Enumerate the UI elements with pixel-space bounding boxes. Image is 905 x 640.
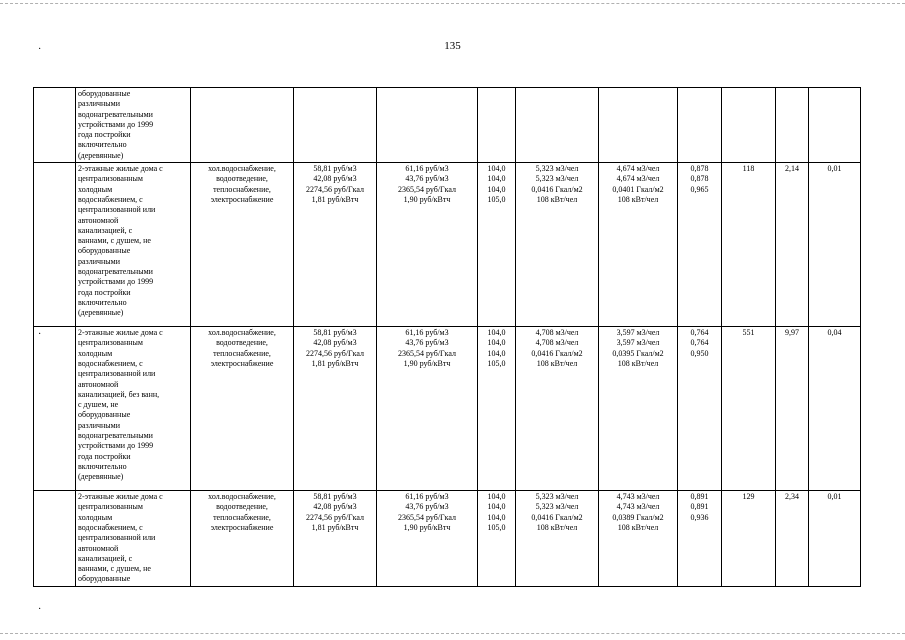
value-cell: 2,34	[776, 491, 809, 587]
tariff-cell: 58,81 руб/м3 42,08 руб/м3 2274,56 руб/Гкал 1,81 руб/кВтч	[294, 327, 377, 491]
value-cell	[776, 88, 809, 163]
scan-edge-bottom	[0, 633, 905, 634]
table-row	[34, 491, 861, 587]
scan-speck: ·	[38, 604, 42, 615]
norm-cell: 4,674 м3/чел 4,674 м3/чел 0,0401 Гкал/м2 108 кВт/чел	[599, 163, 678, 327]
value-cell: 9,97	[776, 327, 809, 491]
value-cell: 551	[722, 327, 776, 491]
coefficient-cell	[678, 88, 722, 163]
tariff-cell	[377, 88, 478, 163]
value-cell: 2,14	[776, 163, 809, 327]
tariff-cell: 61,16 руб/м3 43,76 руб/м3 2365,54 руб/Гкал 1,90 руб/кВтч	[377, 327, 478, 491]
description-cell: 2-этажные жилые дома с централизованным холодным водоснабжением, с централизованной или автономной канализацией, с ваннами, с душем, не оборудованные	[76, 491, 191, 587]
growth-index-cell: 104,0 104,0 104,0 105,0	[478, 491, 516, 587]
value-cell	[722, 88, 776, 163]
norm-cell: 5,323 м3/чел 5,323 м3/чел 0,0416 Гкал/м2 108 кВт/чел	[516, 491, 599, 587]
services-cell: хол.водоснабжение, водоотведение, теплоснабжение, электроснабжение	[191, 327, 294, 491]
norm-cell	[516, 88, 599, 163]
tariff-cell	[294, 88, 377, 163]
coefficient-cell: 0,878 0,878 0,965	[678, 163, 722, 327]
tariff-cell: 61,16 руб/м3 43,76 руб/м3 2365,54 руб/Гкал 1,90 руб/кВтч	[377, 491, 478, 587]
tariff-cell: 58,81 руб/м3 42,08 руб/м3 2274,56 руб/Гкал 1,81 руб/кВтч	[294, 163, 377, 327]
description-cell: 2-этажные жилые дома с централизованным холодным водоснабжением, с централизованной или автономной канализацией, без ванн, с душем, не оборудованные различными водонагревательными устройствами до 1999 года постройки включительно (деревянные)	[76, 327, 191, 491]
services-cell: хол.водоснабжение, водоотведение, теплоснабжение, электроснабжение	[191, 491, 294, 587]
value-cell: 0,01	[809, 491, 861, 587]
value-cell: 0,01	[809, 163, 861, 327]
services-cell	[191, 88, 294, 163]
scan-speck: ·	[38, 329, 42, 340]
coefficient-cell: 0,764 0,764 0,950	[678, 327, 722, 491]
table-row	[34, 88, 861, 163]
index-cell	[34, 163, 76, 327]
norm-cell	[599, 88, 678, 163]
tariff-cell: 61,16 руб/м3 43,76 руб/м3 2365,54 руб/Гкал 1,90 руб/кВтч	[377, 163, 478, 327]
scan-edge-top	[0, 3, 905, 4]
norm-cell: 3,597 м3/чел 3,597 м3/чел 0,0395 Гкал/м2 108 кВт/чел	[599, 327, 678, 491]
coefficient-cell: 0,891 0,891 0,936	[678, 491, 722, 587]
norm-cell: 4,708 м3/чел 4,708 м3/чел 0,0416 Гкал/м2 108 кВт/чел	[516, 327, 599, 491]
norm-cell: 4,743 м3/чел 4,743 м3/чел 0,0389 Гкал/м2 108 кВт/чел	[599, 491, 678, 587]
value-cell	[809, 88, 861, 163]
scan-speck: ·	[38, 44, 42, 55]
growth-index-cell: 104,0 104,0 104,0 105,0	[478, 327, 516, 491]
table-row	[34, 163, 861, 327]
tariff-table	[33, 87, 861, 587]
index-cell	[34, 88, 76, 163]
description-cell: 2-этажные жилые дома с централизованным холодным водоснабжением, с централизованной или автономной канализацией, с ваннами, с душем, не оборудованные различными водонагревательными устройствами до 1999 года постройки включительно (деревянные)	[76, 163, 191, 327]
table-row	[34, 327, 861, 491]
index-cell	[34, 491, 76, 587]
tariff-cell: 58,81 руб/м3 42,08 руб/м3 2274,56 руб/Гкал 1,81 руб/кВтч	[294, 491, 377, 587]
description-cell: оборудованные различными водонагревательными устройствами до 1999 года постройки включительно (деревянные)	[76, 88, 191, 163]
norm-cell: 5,323 м3/чел 5,323 м3/чел 0,0416 Гкал/м2 108 кВт/чел	[516, 163, 599, 327]
value-cell: 129	[722, 491, 776, 587]
value-cell: 0,04	[809, 327, 861, 491]
growth-index-cell	[478, 88, 516, 163]
index-cell	[34, 327, 76, 491]
services-cell: хол.водоснабжение, водоотведение, теплоснабжение, электроснабжение	[191, 163, 294, 327]
growth-index-cell: 104,0 104,0 104,0 105,0	[478, 163, 516, 327]
page-number: 135	[444, 40, 461, 52]
value-cell: 118	[722, 163, 776, 327]
